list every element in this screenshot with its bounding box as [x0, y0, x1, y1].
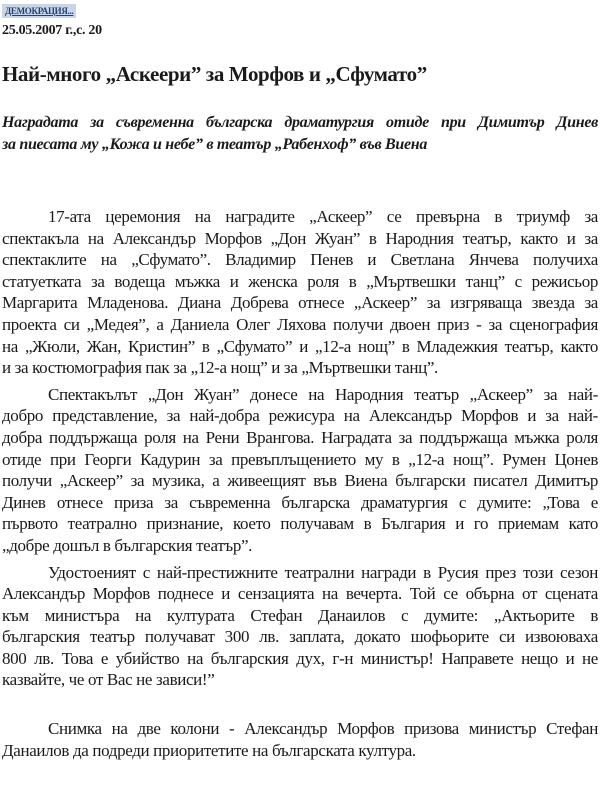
- subtitle-line: Наградата за съвременна българска драматургия отиде при Димитър Динев: [2, 114, 598, 131]
- paragraph-line: българския театър получават 300 лв. заплата, докато шофьорите си извоюваха: [2, 627, 598, 647]
- paragraph-line: спектаклите на „Сфумато”. Владимир Пенев и Светлана Янчева получиха: [2, 250, 598, 270]
- article-body: [2, 206, 598, 766]
- paragraph-line: добра поддържаща роля на Рени Врангова. Наградата за поддържаща мъжка роля: [2, 427, 598, 447]
- paragraph-line: Спектакълът „Дон Жуан” донесе на Народния театър „Аскеер” за най-: [48, 384, 598, 404]
- article-title: Най-много „Аскеери” за Морфов и „Сфумато”: [2, 62, 427, 86]
- subtitle-line: за пиесата му „Кожа и небе” в театър „Рабенхоф” във Виена: [2, 135, 428, 153]
- paragraph-line: Динев отнесе приза за съвременна българска драматургия с думите: „Това е: [2, 492, 598, 512]
- paragraph-line: проекта си „Медея”, а Даниела Олег Ляхова получи двоен приз - за сценография: [2, 314, 598, 334]
- article-paragraph: [2, 718, 598, 761]
- article-paragraph: [2, 562, 598, 692]
- publication-date: 25.05.2007 г.,с. 20: [2, 23, 102, 38]
- paragraph-line: 17-ата церемония на наградите „Аскеер” се превърна в триумф за: [48, 207, 598, 226]
- paragraph-line: спектакъла на Александър Морфов „Дон Жуан” в Народния театър, както и за: [2, 228, 598, 248]
- paragraph-line: и за костюмография пак за „12-а нощ” и за „Мъртвешки танц”.: [2, 358, 438, 378]
- paragraph-line: статуетката за водеща мъжка и женска роля в „Мъртвешки танц” с режисьор: [2, 271, 598, 291]
- paragraph-line: „добре дошъл в българския театър”.: [2, 535, 253, 555]
- article-paragraph: [2, 384, 598, 557]
- paragraph-line: Снимка на две колони - Александър Морфов призова министър Стефан: [48, 719, 598, 739]
- paragraph-line: Удостоеният с най-престижните театрални награди в Русия през този сезон: [48, 562, 598, 582]
- paragraph-line: отиде при Георги Кадурин за превъплъщението му в „12-а нощ”. Румен Цонев: [2, 449, 598, 469]
- paragraph-line: Маргарита Младенова. Диана Добрева отнесе „Аскеер” за изгряваща звезда за: [2, 293, 598, 313]
- article-subtitle: [2, 111, 598, 154]
- paragraph-line: 800 лв. Това е убийство на българския дух, г-н министър! Направете нещо и не: [2, 648, 598, 668]
- source-logo: ДЕМОКРАЦИЯ...: [2, 4, 76, 18]
- paragraph-line: Данаилов да подреди приоритетите на българската култура.: [2, 740, 416, 760]
- paragraph-line: първото театрално признание, което получавам в България и го приемам като: [2, 514, 598, 534]
- paragraph-line: получи „Аскеер” за музика, а живеещият във Виена български писател Димитър: [2, 471, 598, 491]
- paragraph-line: добро представление, за най-добра режисура на Александър Морфов и за най-: [2, 406, 598, 426]
- paragraph-line: на „Жюли, Жан, Кристин” в „Сфумато” и „12-а нощ” в Младежкия театър, както: [2, 336, 598, 356]
- paragraph-line: Александър Морфов поднесе и сензацията на вечерта. Той се обърна от сцената: [2, 584, 598, 604]
- paragraph-line: към министъра на културата Стефан Данаилов с думите: „Актьорите в: [2, 605, 598, 625]
- paragraph-line: казвайте, че от Вас не зависи!”: [2, 670, 215, 690]
- article-paragraph: [2, 206, 598, 379]
